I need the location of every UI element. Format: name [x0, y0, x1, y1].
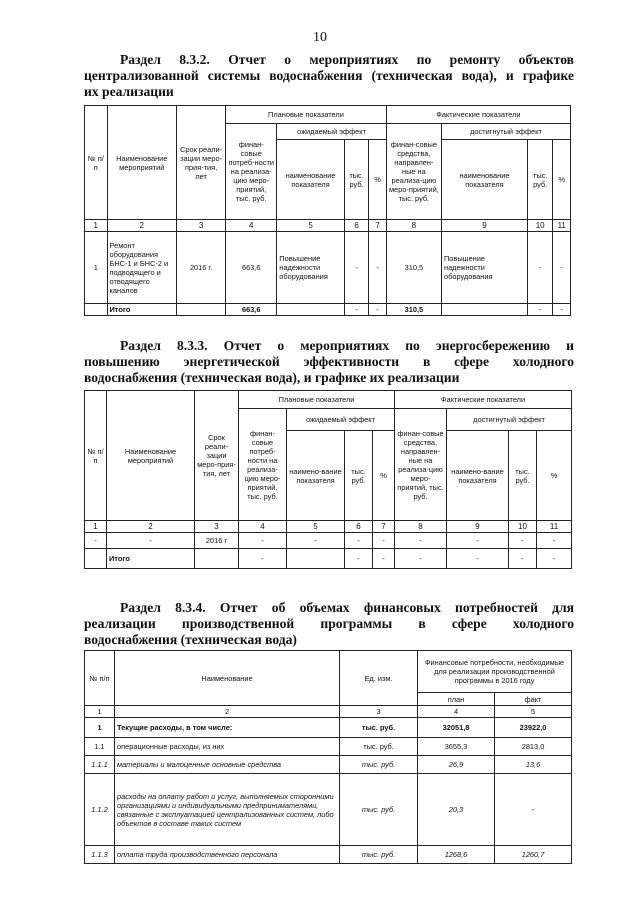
col-head-expected: ожидаемый эффект	[277, 124, 386, 140]
table-row	[85, 774, 572, 846]
heading-line: водоснабжения (техническая вода)	[84, 632, 297, 647]
table-row	[85, 756, 572, 774]
cell-fact: 13,6	[495, 756, 572, 774]
total-plan-ths: -	[345, 549, 373, 569]
heading-line: централизованной системы водоснабжения (техническая вода), и графике	[84, 68, 574, 83]
col-number: 8	[386, 220, 441, 232]
heading-line: Раздел 8.3.2. Отчет о мероприятиях по ремонту объектов	[120, 52, 574, 67]
cell-num: 1.1.3	[85, 846, 115, 864]
cell-name: -	[107, 533, 195, 549]
col-number: 4	[239, 521, 287, 533]
total-plan-ths: -	[344, 304, 369, 316]
col-head-pct: %	[553, 140, 571, 220]
cell-plan-pct: -	[369, 232, 386, 304]
cell-fact: 23922,0	[495, 718, 572, 738]
col-head-pct: %	[373, 431, 395, 521]
col-number: 9	[441, 220, 527, 232]
cell-unit: тыс. руб.	[340, 718, 418, 738]
col-head-ind-name: наименование показателя	[277, 140, 345, 220]
cell-plan-fin: -	[239, 533, 287, 549]
total-fact-fin: -	[395, 549, 447, 569]
col-number: 4	[418, 706, 495, 718]
total-plan-pct: -	[369, 304, 386, 316]
col-number: 5	[495, 706, 572, 718]
col-number: 5	[287, 521, 345, 533]
cell-unit: тыс. руб.	[340, 774, 418, 846]
cell-term: 2016 г	[195, 533, 239, 549]
heading-line: Раздел 8.3.4. Отчет об объемах финансовых потребностей для	[120, 600, 574, 615]
cell-plan: 26,9	[418, 756, 495, 774]
total-fact-ths: -	[527, 304, 553, 316]
col-head-plan: Плановые показатели	[239, 391, 395, 409]
cell-fact-ths: -	[509, 533, 537, 549]
col-head-ths: тыс. руб.	[345, 431, 373, 521]
cell-fact-pct: -	[553, 232, 571, 304]
total-fact-ind: -	[447, 549, 509, 569]
cell-unit: тыс. руб.	[340, 738, 418, 756]
col-head-ind-name: наименование показателя	[441, 140, 527, 220]
col-head-achieved: достигнутый эффект	[441, 124, 570, 140]
cell-num: 1.1.1	[85, 756, 115, 774]
col-number: 1	[85, 220, 108, 232]
col-head-num: № п/п	[85, 391, 107, 521]
col-number: 10	[509, 521, 537, 533]
cell-plan-ths: -	[344, 232, 369, 304]
heading-line: их реализации	[84, 84, 174, 99]
cell-fact: 2813,0	[495, 738, 572, 756]
col-head-achieved: достигнутый эффект	[447, 409, 572, 431]
cell-plan: 1268,6	[418, 846, 495, 864]
table-row	[85, 533, 572, 549]
table-row	[85, 232, 571, 304]
table-row	[85, 718, 572, 738]
cell-fact-ths: -	[527, 232, 553, 304]
cell-fact-fin: 310,5	[386, 232, 441, 304]
col-number: 2	[107, 220, 177, 232]
column-number-row	[85, 706, 572, 718]
col-number: 8	[395, 521, 447, 533]
heading-line: водоснабжения (техническая вода), и графике их реализации	[84, 370, 460, 385]
col-head-fin: Финансовые потребности, необходимые для реализации производственной программы в 2016 году	[418, 651, 572, 693]
cell-unit: тыс. руб.	[340, 756, 418, 774]
page-number: 10	[313, 30, 327, 45]
cell-num: 1	[85, 718, 115, 738]
col-number: 5	[277, 220, 345, 232]
col-number: 2	[107, 521, 195, 533]
cell-fact: -	[495, 774, 572, 846]
col-number: 6	[345, 521, 373, 533]
col-head-ths: тыс. руб.	[344, 140, 369, 220]
total-fact-pct: -	[553, 304, 571, 316]
cell-plan: 3655,3	[418, 738, 495, 756]
total-fact-ths: -	[509, 549, 537, 569]
section-heading-8-3-4	[84, 600, 574, 648]
cell-plan: 20,3	[418, 774, 495, 846]
table-ram-repair	[84, 105, 571, 316]
col-head-pct: %	[369, 140, 386, 220]
col-number: 3	[177, 220, 226, 232]
table-energy-saving	[84, 390, 572, 569]
cell-name: Текущие расходы, в том числе:	[115, 718, 340, 738]
table-row	[85, 846, 572, 864]
col-number: 3	[340, 706, 418, 718]
col-head-plan-fin: финан-совые потреб-ности на реализа-цию меро-приятий, тыс. руб.	[239, 409, 287, 521]
col-head-fact: Фактические показатели	[395, 391, 572, 409]
heading-line: повышению энергетической эффективности в сфере холодного	[84, 354, 574, 369]
col-head-plan: план	[418, 693, 495, 706]
col-head-term: Срок реали-зации меро-прия-тия, лет	[195, 391, 239, 521]
cell-plan-ind: -	[287, 533, 345, 549]
heading-line: реализации производственной программы в сфере холодного	[84, 616, 574, 631]
col-number: 6	[344, 220, 369, 232]
cell-name: Ремонт оборудования БНС-1 и БНС-2 и подводящего и отводящего каналов	[107, 232, 177, 304]
column-number-row	[85, 521, 572, 533]
cell-fact: 1260,7	[495, 846, 572, 864]
total-label: Итого	[107, 304, 177, 316]
section-heading-8-3-3	[84, 338, 574, 386]
total-fact-pct: -	[537, 549, 572, 569]
cell-fact-pct: -	[537, 533, 572, 549]
col-head-fact-fin: финан-совые средства, направлен-ные на реализа-цию меро-приятий, тыс. руб.	[386, 124, 441, 220]
cell-term: 2016 г.	[177, 232, 226, 304]
total-plan-fin: -	[239, 549, 287, 569]
total-label: Итого	[107, 549, 195, 569]
col-number: 9	[447, 521, 509, 533]
col-head-ths: тыс. руб.	[509, 431, 537, 521]
table-row	[85, 738, 572, 756]
column-number-row	[85, 220, 571, 232]
total-plan-fin: 663,6	[226, 304, 277, 316]
cell-unit: тыс. руб.	[340, 846, 418, 864]
col-number: 10	[527, 220, 553, 232]
col-number: 11	[537, 521, 572, 533]
col-head-pct: %	[537, 431, 572, 521]
cell-num: 1.1.2	[85, 774, 115, 846]
col-head-fact: Фактические показатели	[386, 106, 570, 124]
total-row	[85, 549, 572, 569]
section-heading-8-3-2	[84, 52, 574, 100]
cell-plan-fin: 663,6	[226, 232, 277, 304]
cell-name: оплата труда производственного персонала	[115, 846, 340, 864]
total-row	[85, 304, 571, 316]
col-head-fact: факт	[495, 693, 572, 706]
table-financial-needs	[84, 650, 572, 864]
col-number: 7	[373, 521, 395, 533]
cell-num: 1.1	[85, 738, 115, 756]
col-head-plan: Плановые показатели	[226, 106, 387, 124]
col-head-num: № п/п	[85, 106, 108, 220]
cell-fact-ind: Повышение надежности оборудования	[441, 232, 527, 304]
col-head-name: Наименование мероприятий	[107, 391, 195, 521]
col-number: 1	[85, 706, 115, 718]
col-head-ind-name: наимено-вание показателя	[447, 431, 509, 521]
cell-plan-pct: -	[373, 533, 395, 549]
cell-fact-fin: -	[395, 533, 447, 549]
cell-name: материалы и малоценные основные средства	[115, 756, 340, 774]
col-number: 4	[226, 220, 277, 232]
cell-num: -	[85, 533, 107, 549]
col-number: 3	[195, 521, 239, 533]
col-head-ths: тыс. руб.	[527, 140, 553, 220]
col-head-num: № п/п	[85, 651, 115, 706]
col-head-plan-fin: финан-совые потреб-ности на реализа-цию меро-приятий, тыс. руб.	[226, 124, 277, 220]
col-head-unit: Ед. изм.	[340, 651, 418, 706]
cell-plan-ths: -	[345, 533, 373, 549]
heading-line: Раздел 8.3.3. Отчет о мероприятиях по энергосбережению и	[120, 338, 574, 353]
col-head-term: Срок реали-зации меро-прия-тия, лет	[177, 106, 226, 220]
col-number: 11	[553, 220, 571, 232]
col-number: 2	[115, 706, 340, 718]
col-head-name: Наименование мероприятий	[107, 106, 177, 220]
col-number: 7	[369, 220, 386, 232]
cell-fact-ind: -	[447, 533, 509, 549]
cell-name: операционные расходы, из них	[115, 738, 340, 756]
cell-plan-ind: Повышение надежности оборудования	[277, 232, 345, 304]
total-plan-pct: -	[373, 549, 395, 569]
col-head-name: Наименование	[115, 651, 340, 706]
total-fact-fin: 310,5	[386, 304, 441, 316]
col-head-ind-name: наимено-вание показателя	[287, 431, 345, 521]
col-head-expected: ожидаемый эффект	[287, 409, 395, 431]
col-head-fact-fin: финан-совые средства, направлен-ные на реализа-цию меро-приятий, тыс. руб.	[395, 409, 447, 521]
col-number: 1	[85, 521, 107, 533]
cell-num: 1	[85, 232, 108, 304]
cell-plan: 32051,8	[418, 718, 495, 738]
cell-name: расходы на оплату работ и услуг, выполняемых сторонними организациями и индивидуальными предпринимателями, связанные с эксплуатацией централизованных систем, либо объектов в составе таких систем	[115, 774, 340, 846]
